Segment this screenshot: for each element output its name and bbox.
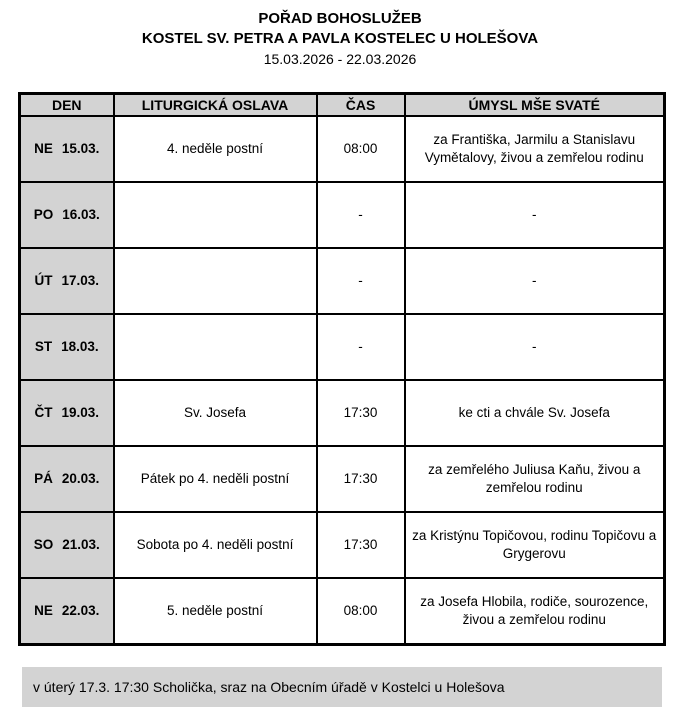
footer-note-text: v úterý 17.3. 17:30 Scholička, sraz na Obecním úřadě v Kostelci u Holešova	[33, 678, 505, 695]
intention-cell: ke cti a chvále Sv. Josefa	[405, 380, 665, 446]
page-title: POŘAD BOHOSLUŽEB	[258, 10, 422, 27]
day-abbr: PO	[33, 207, 54, 223]
day-date: 16.03.	[62, 207, 100, 223]
day-cell	[20, 578, 114, 644]
intention-cell: -	[405, 248, 665, 314]
celebration-cell: 5. neděle postní	[114, 578, 317, 644]
day-cell	[20, 116, 114, 182]
table-row	[20, 446, 665, 512]
celebration-cell: Pátek po 4. neděli postní	[114, 446, 317, 512]
day-cell	[20, 512, 114, 578]
column-header-den: DEN	[20, 94, 114, 117]
intention-cell: za Františka, Jarmilu a Stanislavu Vymětalovy, živou a zemřelou rodinu	[405, 116, 665, 182]
table-row	[20, 380, 665, 446]
time-cell: 17:30	[317, 446, 405, 512]
celebration-cell: 4. neděle postní	[114, 116, 317, 182]
column-header-umysl: ÚMYSL MŠE SVATÉ	[405, 94, 665, 117]
day-date: 18.03.	[61, 339, 99, 355]
time-cell: 17:30	[317, 380, 405, 446]
footer-note-bar	[22, 667, 662, 707]
intention-cell: za Josefa Hlobila, rodiče, sourozence, živou a zemřelou rodinu	[405, 578, 665, 644]
day-abbr: ST	[34, 339, 53, 355]
celebration-cell	[114, 314, 317, 380]
schedule-table	[18, 92, 666, 646]
intention-cell: -	[405, 314, 665, 380]
day-cell	[20, 248, 114, 314]
time-cell: -	[317, 248, 405, 314]
table-row	[20, 314, 665, 380]
intention-cell: za zemřelého Juliusa Kaňu, živou a zemřelou rodinu	[405, 446, 665, 512]
intention-cell: -	[405, 182, 665, 248]
day-date: 21.03.	[62, 537, 100, 553]
day-abbr: NE	[34, 602, 53, 618]
column-header-liturgicka-oslava: LITURGICKÁ OSLAVA	[114, 94, 317, 117]
time-cell: -	[317, 314, 405, 380]
intention-cell: za Kristýnu Topičovou, rodinu Topičovu a Grygerovu	[405, 512, 665, 578]
table-row	[20, 248, 665, 314]
title-block	[0, 0, 680, 69]
day-abbr: NE	[34, 141, 53, 157]
day-cell	[20, 446, 114, 512]
table-row	[20, 182, 665, 248]
day-date: 15.03.	[61, 141, 100, 157]
celebration-cell	[114, 248, 317, 314]
table-row	[20, 578, 665, 644]
day-cell	[20, 314, 114, 380]
day-abbr: PÁ	[34, 471, 53, 487]
date-range: 15.03.2026 - 22.03.2026	[263, 51, 417, 67]
table-row	[20, 512, 665, 578]
table-row	[20, 116, 665, 182]
day-abbr: ÚT	[34, 273, 53, 289]
celebration-cell	[114, 182, 317, 248]
church-name: KOSTEL SV. PETRA A PAVLA KOSTELEC U HOLEŠOVA	[141, 30, 539, 47]
time-cell: 08:00	[317, 116, 405, 182]
time-cell: 17:30	[317, 512, 405, 578]
time-cell: -	[317, 182, 405, 248]
celebration-cell: Sv. Josefa	[114, 380, 317, 446]
day-date: 19.03.	[61, 405, 100, 421]
day-abbr: SO	[33, 537, 54, 553]
day-cell	[20, 182, 114, 248]
table-header-row	[20, 94, 665, 117]
day-date: 20.03.	[61, 471, 100, 487]
column-header-cas: ČAS	[317, 94, 405, 117]
day-date: 22.03.	[61, 602, 100, 618]
celebration-cell: Sobota po 4. neděli postní	[114, 512, 317, 578]
day-abbr: ČT	[34, 405, 53, 421]
day-date: 17.03.	[61, 273, 100, 289]
day-cell	[20, 380, 114, 446]
time-cell: 08:00	[317, 578, 405, 644]
